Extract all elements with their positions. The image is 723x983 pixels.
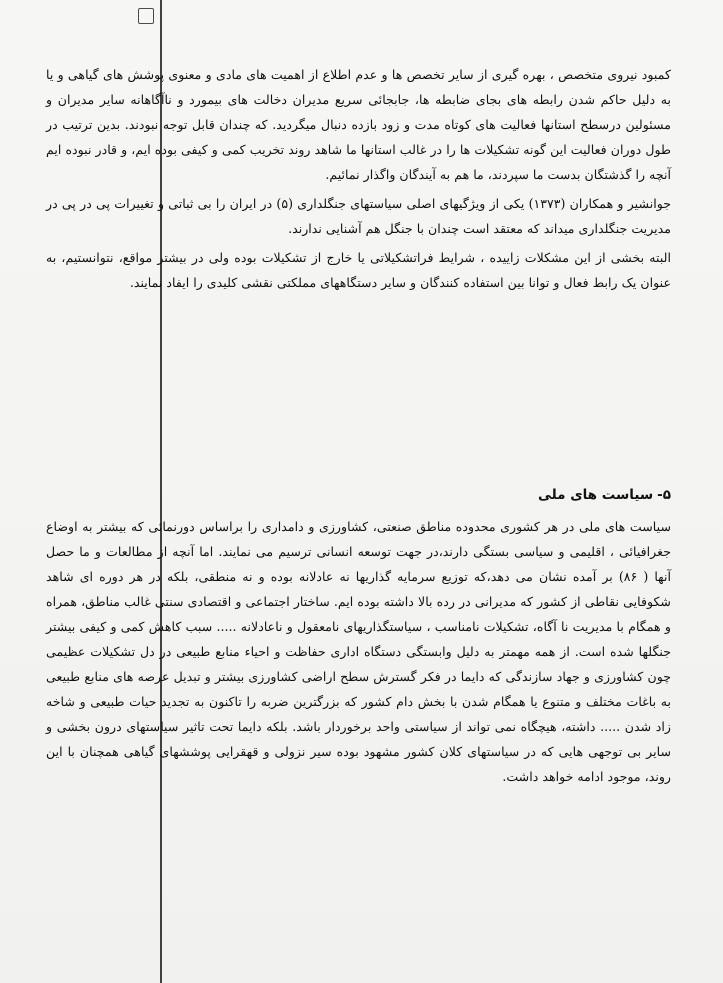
- paragraph-3: البته بخشی از این مشکلات زاییده ، شرایط فراتشکیلاتی یا خارج از تشکیلات بوده ولی در بیشتر مواقع، نتوانستیم، به عنوان یک رابط فعال و توانا بین استفاده کنندگان و سایر دستگاههای مملکتی نقشی کلیدی را ایفاد نمایند.: [46, 250, 671, 290]
- paragraph-4: سیاست های ملی در هر کشوری محدوده مناطق صنعتی، کشاورزی و دامداری را براساس دورنمائی که بیشتر به اوضاع جغرافیائی ، اقلیمی و سیاسی بستگی دارند،در جهت توسعه انسانی ترسیم می نمایند. اما آنچه از مطالعات و ما حصل آنها ( ۸۶) بر آمده نشان می دهد،که توزیع سرمایه گذاریها نه عادلانه بوده و نه منطقی، بلکه در هر دوره ای شاهد شکوفایی نقاطی از کشور که مدیرانی در رده بالا داشته بوده ایم. ساختار اجتماعی و اقتصادی سنتی غالب مناطق، همراه و همگام با مدیریت نا آگاه، تشکیلات نامناسب ، سیاستگذاریهای نامعقول و ناعادلانه ..... سبب کاهش کمی و کیفی بیشتر جنگلها شده است. از همه مهمتر به دلیل وابستگی دستگاه اداری حفاظت و احیاء منابع طبیعی در دل تشکیلات عظیمی چون کشاورزی و جهاد سازندگی که دایما در فکر گسترش سطح اراضی کشاورزی بیشتر و تبدیل عرصه های منابع طبیعی به باغات مختلف و متنوع یا همگام شدن با بخش دام کشور که بزرگترین ضربه را تاکنون به تجدید حیات طبیعی و شاخه زاد شدن ..... داشته، هیچگاه نمی تواند از سیاستی واحد برخوردار باشد. بلکه دایما تحت تاثیر سیاستهای درون بخشی و سایر بی توجهی هایی که در سیاستهای کلان کشور مشهود بوده سیر نزولی و قهقرایی پوششهای گیاهی همچنان با این روند، موجود ادامه خواهد داشت.: [46, 519, 671, 784]
- paragraph-1: کمبود نیروی متخصص ، بهره گیری از سایر تخصص ها و عدم اطلاع از اهمیت های مادی و معنوی پوشش های گیاهی و یا به دلیل حاکم شدن رابطه های بجای ضابطه ها، جابجائی سریع مدیران دخالت های بیمورد و ناآگاهانه سایر مدیران و مسئولین درسطح استانها فعالیت های کوتاه مدت و زود بازده دنبال میگردید. که چندان قابل توجه نبودند. بدین ترتیب در طول دوران فعالیت این گونه تشکیلات ها را در غالب استانها ما شاهد روند تخریب کمی و کیفی بوده ایم، و قادر نبوده ایم آنچه را گذشتگان بدست ما سپردند، ما هم به آیندگان واگذار نمائیم.: [46, 67, 671, 182]
- section-title: سیاست های ملی: [537, 487, 654, 503]
- section-1-text: [46, 62, 671, 299]
- section-heading: [46, 483, 671, 508]
- scan-corner-mark: [138, 8, 154, 24]
- section-2: [46, 483, 671, 793]
- section-number: ۵-: [657, 487, 671, 503]
- paragraph-2: جوانشیر و همکاران (۱۳۷۳) یکی از ویژگیهای اصلی سیاستهای جنگلداری (۵) در ایران را بی ثباتی و تغییرات پی در پی در مدیریت جنگلداری میداند که معتقد است چندان با جنگل هم آشنایی ندارند.: [46, 196, 672, 236]
